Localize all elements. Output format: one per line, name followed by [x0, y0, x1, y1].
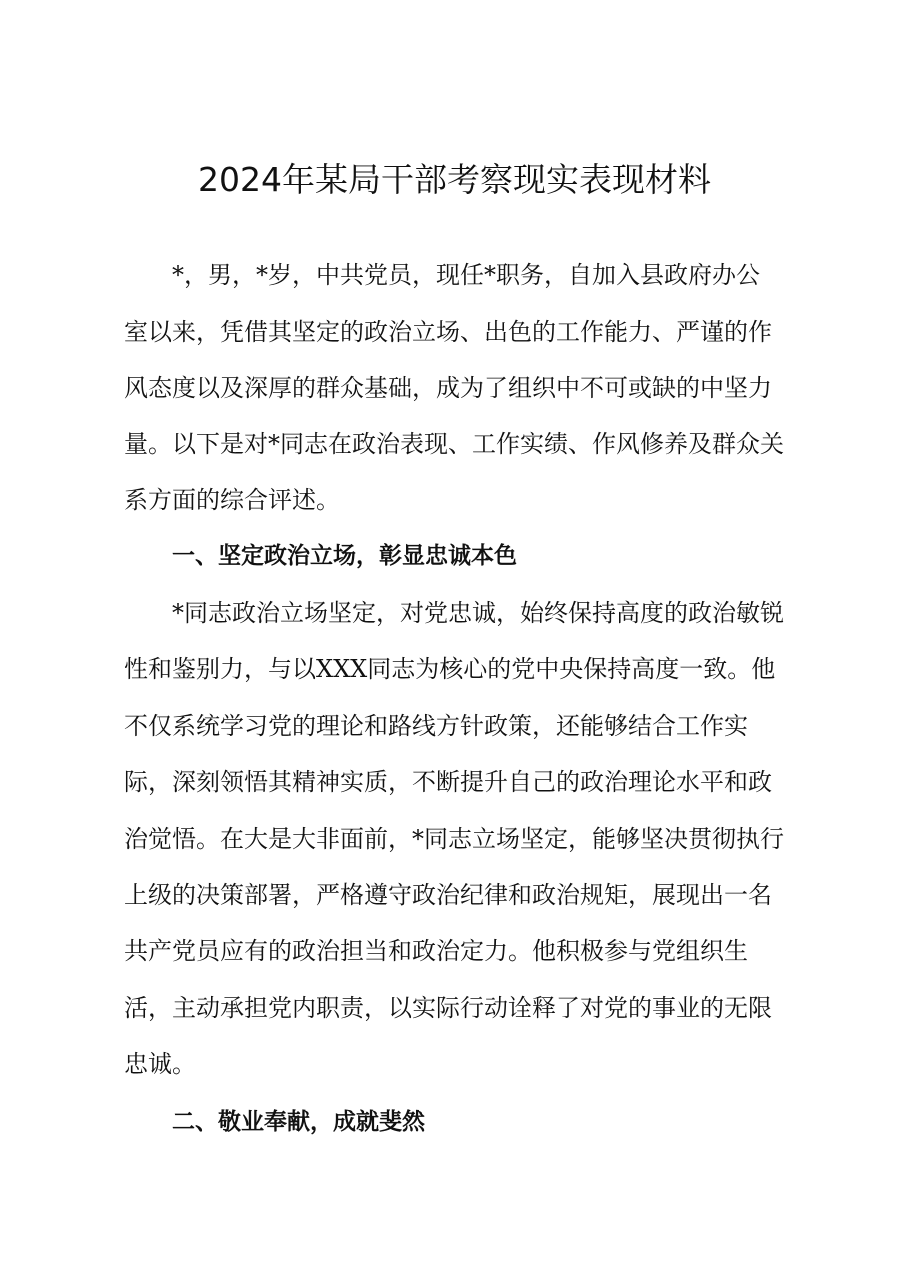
section-heading: 二、敬业奉献，成就斐然 — [172, 1109, 425, 1135]
intro-line: 室以来，凭借其坚定的政治立场、出色的工作能力、严谨的作 — [124, 318, 772, 346]
section-line: 共产党员应有的政治担当和政治定力。他积极参与党组织生 — [124, 937, 748, 965]
section-line: 上级的决策部署，严格遵守政治纪律和政治规矩，展现出一名 — [124, 881, 772, 909]
section-line: *同志政治立场坚定，对党忠诚，始终保持高度的政治敏锐 — [172, 599, 784, 627]
intro-line: 量。以下是对*同志在政治表现、工作实绩、作风修养及群众关 — [124, 430, 784, 458]
intro-line: *，男，*岁，中共党员，现任*职务，自加入县政府办公 — [172, 261, 760, 289]
document-title: 2024年某局干部考察现实表现材料 — [198, 160, 711, 199]
intro-line: 风态度以及深厚的群众基础，成为了组织中不可或缺的中坚力 — [124, 374, 772, 402]
section-heading: 一、坚定政治立场，彰显忠诚本色 — [172, 543, 517, 569]
section-line: 不仅系统学习党的理论和路线方针政策，还能够结合工作实 — [124, 712, 748, 740]
section-line: 际，深刻领悟其精神实质，不断提升自己的政治理论水平和政 — [124, 768, 772, 796]
section-line: 活，主动承担党内职责，以实际行动诠释了对党的事业的无限 — [124, 994, 772, 1022]
section-line: 性和鉴别力，与以XXX同志为核心的党中央保持高度一致。他 — [124, 655, 776, 683]
section-line: 治觉悟。在大是大非面前，*同志立场坚定，能够坚决贯彻执行 — [124, 825, 784, 853]
section-line: 忠诚。 — [124, 1050, 196, 1078]
intro-line: 系方面的综合评述。 — [124, 486, 340, 514]
